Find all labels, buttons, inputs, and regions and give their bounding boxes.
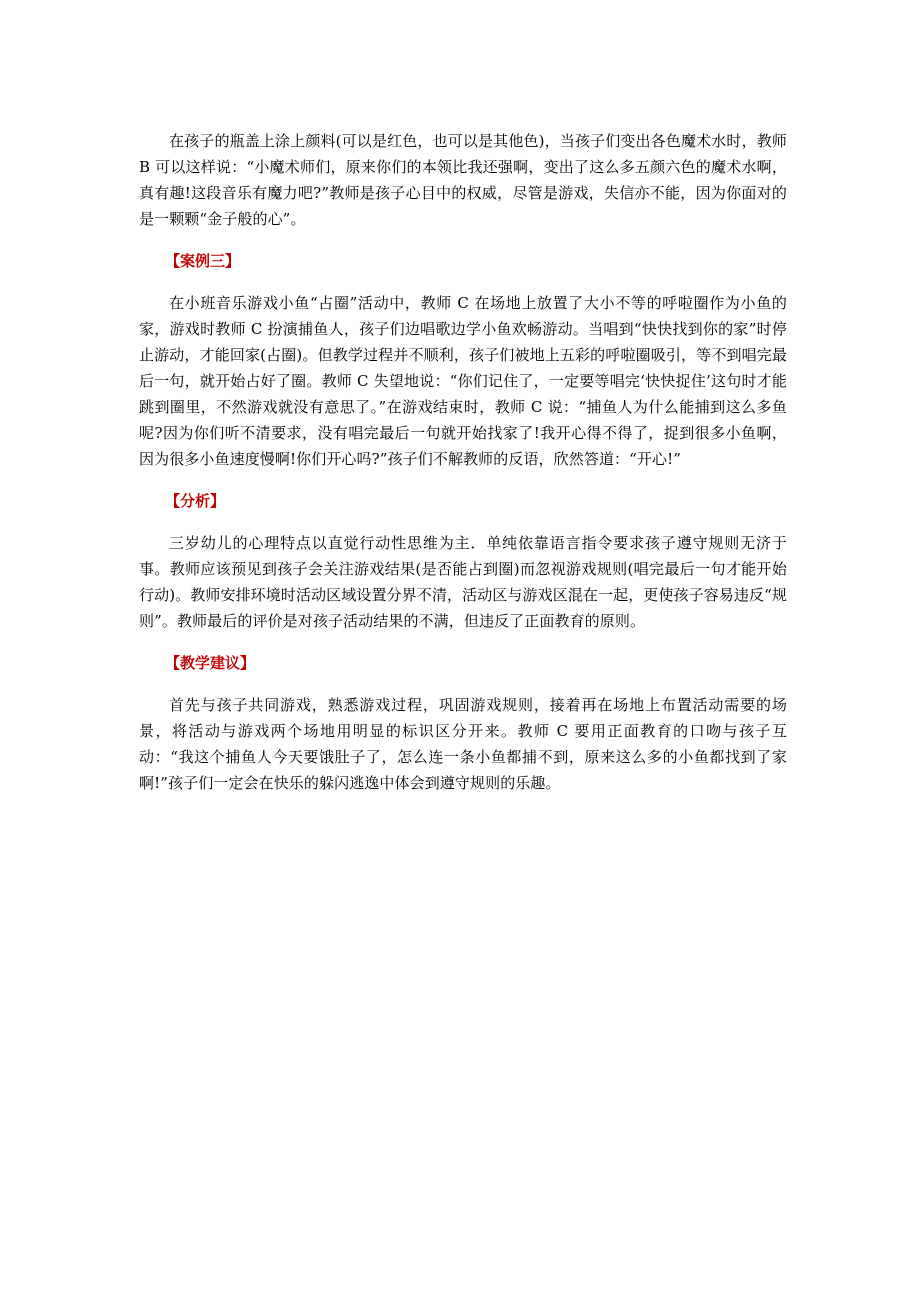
- spacer: [139, 514, 787, 530]
- paragraph-analysis: 三岁幼儿的心理特点以直觉行动性思维为主．单纯依靠语言指令要求孩子遵守规则无济于事。教师应该预见到孩子会关注游戏结果(是否能占到圈)而忽视游戏规则(唱完最后一句才能开始行动)。教师安排环境时活动区域设置分界不清，活动区与游戏区混在一起，更使孩子容易违反“规则”。教师最后的评价是对孩子活动结果的不满，但违反了正面教育的原则。: [139, 534, 787, 630]
- spacer: [139, 472, 787, 488]
- spacer: [139, 232, 787, 248]
- paragraph-intro: 在孩子的瓶盖上涂上颜料(可以是红色，也可以是其他色)，当孩子们变出各色魔术水时，教师 B 可以这样说：“小魔术师们，原来你们的本领比我还强啊，变出了这么多五颜六色的魔术水啊，真有趣!这段音乐有魔力吧?”教师是孩子心目中的权威，尽管是游戏，失信亦不能，因为你面对的是一颗颗“金子般的心”。: [139, 132, 787, 228]
- spacer: [139, 634, 787, 650]
- heading-analysis: 【分析】: [165, 492, 226, 510]
- spacer: [139, 274, 787, 290]
- paragraph-case-three: 在小班音乐游戏小鱼“占圈”活动中，教师 C 在场地上放置了大小不等的呼啦圈作为小鱼的家，游戏时教师 C 扮演捕鱼人，孩子们边唱歌边学小鱼欢畅游动。当唱到“快快找到你的家”时停止游动，才能回家(占圈)。但教学过程并不顺利，孩子们被地上五彩的呼啦圈吸引，等不到唱完最后一句，就开始占好了圈。教师 C 失望地说：“你们记住了，一定要等唱完‘快快捉住’这句时才能跳到圈里，不然游戏就没有意思了。”在游戏结束时，教师 C 说：“捕鱼人为什么能捕到这么多鱼呢?因为你们听不清要求，没有唱完最后一句就开始找家了!我开心得不得了，捉到很多小鱼啊，因为很多小鱼速度慢啊!你们开心吗?”孩子们不解教师的反语，欣然答道：“开心!”: [139, 294, 787, 468]
- heading-case-three: 【案例三】: [165, 252, 241, 270]
- spacer: [139, 676, 787, 692]
- document-body: [139, 128, 787, 796]
- heading-teaching-suggestion: 【教学建议】: [165, 654, 256, 672]
- paragraph-teaching-suggestion: 首先与孩子共同游戏，熟悉游戏过程，巩固游戏规则，接着再在场地上布置活动需要的场景，将活动与游戏两个场地用明显的标识区分开来。教师 C 要用正面教育的口吻与孩子互动：“我这个捕鱼人今天要饿肚子了，怎么连一条小鱼都捕不到，原来这么多的小鱼都找到了家啊!”孩子们一定会在快乐的躲闪逃逸中体会到遵守规则的乐趣。: [139, 696, 787, 792]
